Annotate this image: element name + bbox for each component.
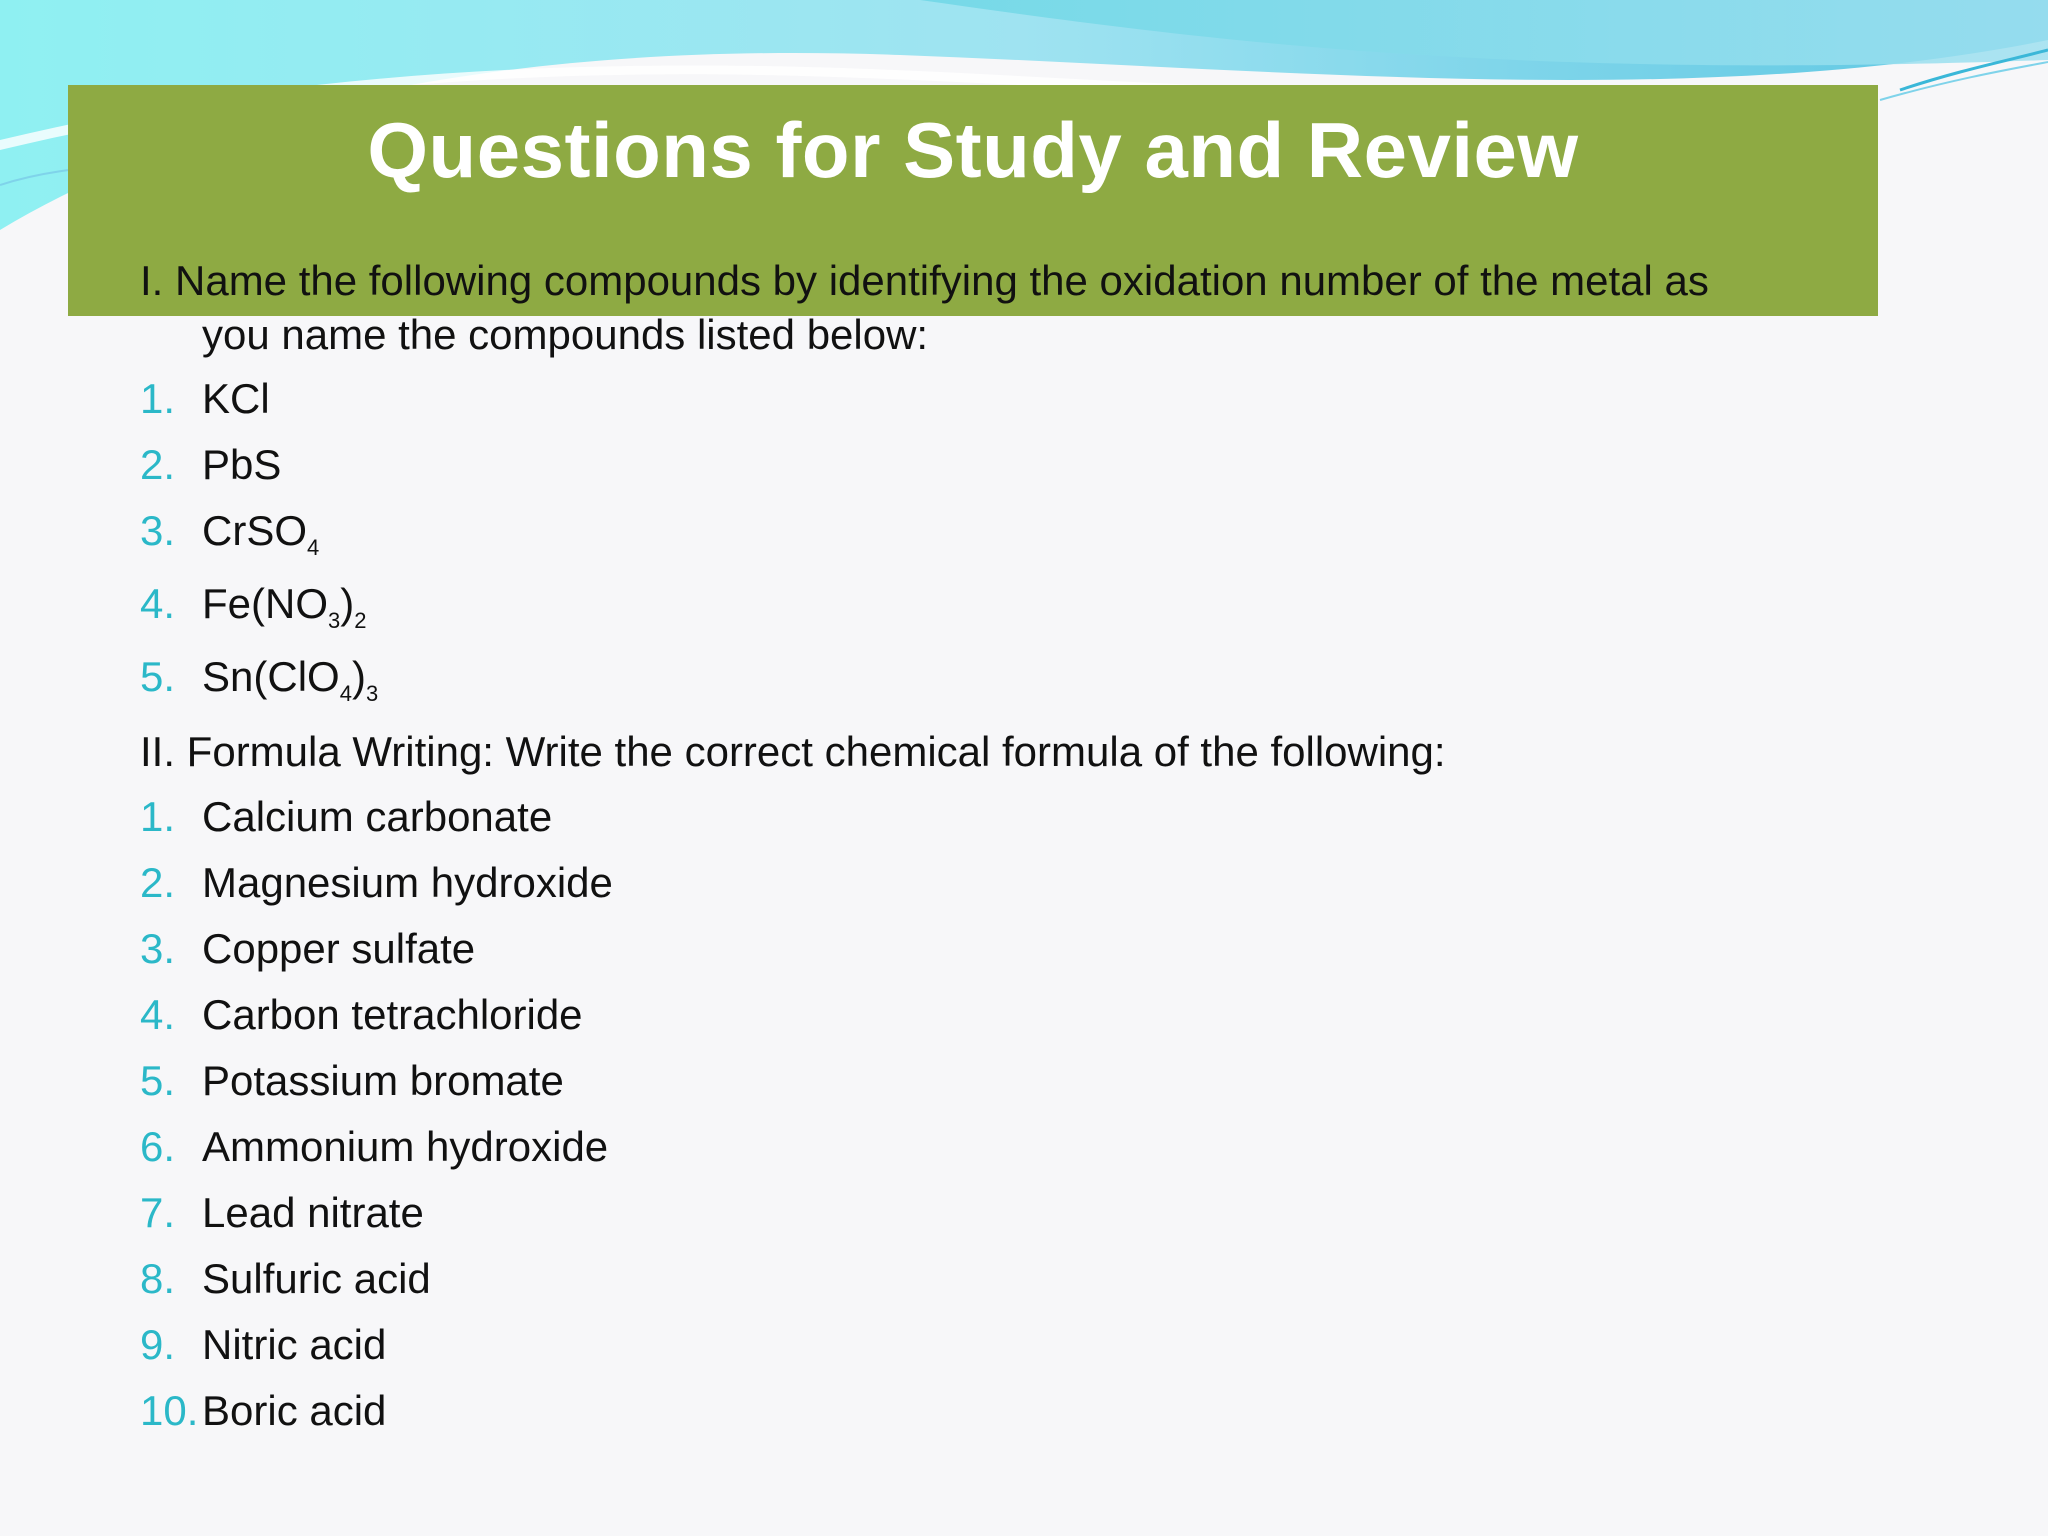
list-item xyxy=(140,1252,431,1306)
compound-name: Potassium bromate xyxy=(202,1057,564,1104)
list-item xyxy=(140,988,583,1042)
list-item xyxy=(140,1186,424,1240)
list-item xyxy=(140,790,552,844)
list-number: 3. xyxy=(140,925,176,972)
list-number: 2. xyxy=(140,859,176,906)
list-number: 4. xyxy=(140,991,176,1038)
list-number: 1. xyxy=(140,375,176,422)
list-number: 9. xyxy=(140,1321,176,1368)
list-number: 8. xyxy=(140,1255,176,1302)
list-item xyxy=(140,650,378,704)
compound-name: Copper sulfate xyxy=(202,925,476,972)
slide-title: Questions for Study and Review xyxy=(367,106,1579,194)
compound-formula: CrSO$_4$ xyxy=(202,507,320,560)
list-item xyxy=(140,922,475,976)
section1-heading: I. Name the following compounds by identifying the oxidation number of the metal as xyxy=(140,257,1709,304)
list-number: 1. xyxy=(140,793,176,840)
list-number: 3. xyxy=(140,507,176,554)
compound-formula: PbS xyxy=(202,441,282,488)
compound-formula: KCl xyxy=(202,375,270,422)
compound-name: Magnesium hydroxide xyxy=(202,859,613,906)
compound-name: Ammonium hydroxide xyxy=(202,1123,609,1170)
list-item xyxy=(140,856,613,910)
list-number: 10. xyxy=(140,1387,199,1434)
compound-name: Sulfuric acid xyxy=(202,1255,431,1302)
compound-formula: $Sn(ClO_4)_3$ xyxy=(202,653,379,706)
compound-name: Calcium carbonate xyxy=(202,793,553,840)
list-item xyxy=(140,1120,608,1174)
list-number: 5. xyxy=(140,1057,176,1104)
list-item xyxy=(140,577,367,631)
list-item xyxy=(140,1318,386,1372)
list-item xyxy=(140,438,281,492)
compound-formula: $Fe(NO_3)_2$ xyxy=(202,580,367,633)
section1-heading-continued: you name the compounds listed below: xyxy=(202,311,929,358)
list-number: 5. xyxy=(140,653,176,700)
list-number: 4. xyxy=(140,580,176,627)
list-number: 2. xyxy=(140,441,176,488)
list-number: 6. xyxy=(140,1123,176,1170)
list-number: 7. xyxy=(140,1189,176,1236)
compound-name: Carbon tetrachloride xyxy=(202,991,583,1038)
compound-name: Boric acid xyxy=(202,1387,387,1434)
compound-name: Lead nitrate xyxy=(202,1189,424,1236)
list-item xyxy=(140,504,319,558)
compound-name: Nitric acid xyxy=(202,1321,387,1368)
list-item xyxy=(140,372,270,426)
list-item xyxy=(140,1384,386,1438)
section2-heading: II. Formula Writing: Write the correct chemical formula of the following: xyxy=(140,728,1446,775)
list-item xyxy=(140,1054,564,1108)
